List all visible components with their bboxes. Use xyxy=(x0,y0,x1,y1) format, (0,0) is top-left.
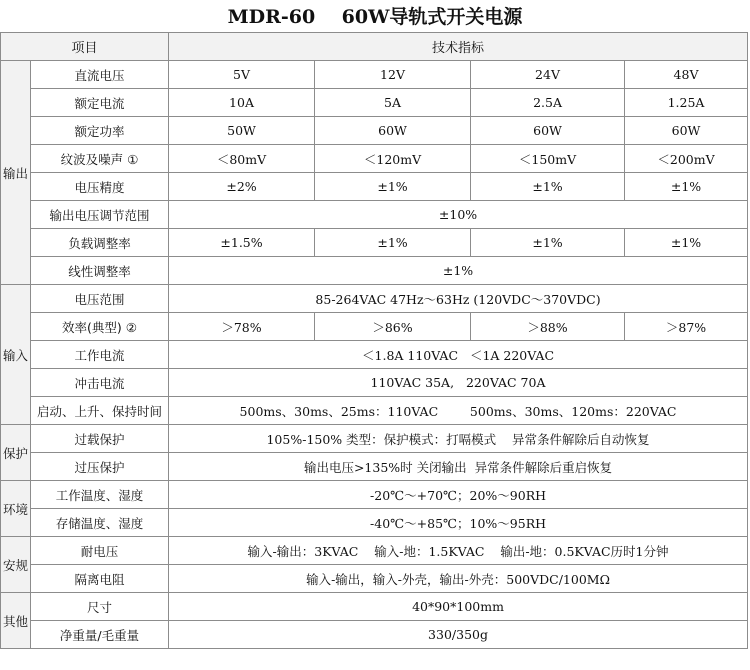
row-label: 启动、上升、保持时间 xyxy=(31,397,169,425)
table-row xyxy=(1,229,748,257)
row-label: 耐电压 xyxy=(31,537,169,565)
row-label: 过压保护 xyxy=(31,453,169,481)
cell-value: 50W xyxy=(169,117,315,145)
table-row xyxy=(1,313,748,341)
table-row xyxy=(1,621,748,649)
row-label: 存储温度、湿度 xyxy=(31,509,169,537)
row-label: 电压范围 xyxy=(31,285,169,313)
table-row xyxy=(1,565,748,593)
cell-value: ±1% xyxy=(625,173,748,201)
table-row xyxy=(1,537,748,565)
cell-value: 60W xyxy=(471,117,625,145)
cell-value: 330/350g xyxy=(169,621,748,649)
table-row xyxy=(1,173,748,201)
header-row xyxy=(1,33,748,61)
header-item: 项目 xyxy=(1,33,169,61)
table-row xyxy=(1,397,748,425)
table-row xyxy=(1,453,748,481)
table-row xyxy=(1,425,748,453)
group-input: 输入 xyxy=(1,285,31,425)
cell-value: ±2% xyxy=(169,173,315,201)
row-label: 尺寸 xyxy=(31,593,169,621)
group-other: 其他 xyxy=(1,593,31,649)
cell-value: 48V xyxy=(625,61,748,89)
cell-value: ±1% xyxy=(315,229,471,257)
table-row xyxy=(1,89,748,117)
group-environment: 环境 xyxy=(1,481,31,537)
cell-value: 2.5A xyxy=(471,89,625,117)
row-label: 负载调整率 xyxy=(31,229,169,257)
cell-value: 5V xyxy=(169,61,315,89)
row-label: 电压精度 xyxy=(31,173,169,201)
table-row xyxy=(1,341,748,369)
cell-value: 10A xyxy=(169,89,315,117)
table-row xyxy=(1,145,748,173)
cell-value: 85-264VAC 47Hz～63Hz (120VDC～370VDC) xyxy=(169,285,748,313)
row-label: 输出电压调节范围 xyxy=(31,201,169,229)
cell-value: ＜120mV xyxy=(315,145,471,173)
table-row xyxy=(1,481,748,509)
cell-value: 1.25A xyxy=(625,89,748,117)
cell-value: 60W xyxy=(315,117,471,145)
cell-value: ＜200mV xyxy=(625,145,748,173)
cell-value: ±1% xyxy=(471,229,625,257)
cell-value: 24V xyxy=(471,61,625,89)
group-safety: 安规 xyxy=(1,537,31,593)
group-protection: 保护 xyxy=(1,425,31,481)
row-label: 工作电流 xyxy=(31,341,169,369)
cell-value: -40℃～+85℃；10%～95RH xyxy=(169,509,748,537)
cell-value: ＞88% xyxy=(471,313,625,341)
page-title: MDR-60 60W导轨式开关电源 xyxy=(227,6,523,28)
cell-value: ＞86% xyxy=(315,313,471,341)
spec-table xyxy=(0,32,748,649)
cell-value: ＞78% xyxy=(169,313,315,341)
cell-value: ＞87% xyxy=(625,313,748,341)
cell-value: ＜150mV xyxy=(471,145,625,173)
table-row xyxy=(1,257,748,285)
table-row xyxy=(1,201,748,229)
cell-value: ±1.5% xyxy=(169,229,315,257)
cell-value: 输入-输出，输入-外壳，输出-外壳：500VDC/100MΩ xyxy=(169,565,748,593)
row-label: 隔离电阻 xyxy=(31,565,169,593)
cell-value: 105%-150% 类型：保护模式：打嗝模式 异常条件解除后自动恢复 xyxy=(169,425,748,453)
table-row xyxy=(1,117,748,145)
cell-value: 输入-输出：3KVAC 输入-地：1.5KVAC 输出-地：0.5KVAC历时1分钟 xyxy=(169,537,748,565)
cell-value: ±1% xyxy=(471,173,625,201)
cell-value: 12V xyxy=(315,61,471,89)
cell-value: 40*90*100mm xyxy=(169,593,748,621)
table-row xyxy=(1,61,748,89)
cell-value: 5A xyxy=(315,89,471,117)
cell-value: 500ms、30ms、25ms：110VAC 500ms、30ms、120ms：220VAC xyxy=(169,397,748,425)
cell-value: ±1% xyxy=(625,229,748,257)
table-row xyxy=(1,285,748,313)
table-row xyxy=(1,369,748,397)
table-row xyxy=(1,593,748,621)
cell-value: -20℃～+70℃；20%～90RH xyxy=(169,481,748,509)
row-label: 直流电压 xyxy=(31,61,169,89)
cell-value: 110VAC 35A, 220VAC 70A xyxy=(169,369,748,397)
header-spec: 技术指标 xyxy=(169,33,748,61)
cell-value: 60W xyxy=(625,117,748,145)
group-output: 输出 xyxy=(1,61,31,285)
cell-value: ＜80mV xyxy=(169,145,315,173)
row-label: 冲击电流 xyxy=(31,369,169,397)
row-label: 工作温度、湿度 xyxy=(31,481,169,509)
cell-value: ±10% xyxy=(169,201,748,229)
row-label: 线性调整率 xyxy=(31,257,169,285)
cell-value: ±1% xyxy=(169,257,748,285)
row-label: 额定功率 xyxy=(31,117,169,145)
row-label: 纹波及噪声 ① xyxy=(31,145,169,173)
row-label: 效率(典型) ② xyxy=(31,313,169,341)
row-label: 净重量/毛重量 xyxy=(31,621,169,649)
cell-value: ±1% xyxy=(315,173,471,201)
cell-value: 输出电压>135%时 关闭输出 异常条件解除后重启恢复 xyxy=(169,453,748,481)
row-label: 额定电流 xyxy=(31,89,169,117)
table-row xyxy=(1,509,748,537)
row-label: 过载保护 xyxy=(31,425,169,453)
cell-value: ＜1.8A 110VAC ＜1A 220VAC xyxy=(169,341,748,369)
